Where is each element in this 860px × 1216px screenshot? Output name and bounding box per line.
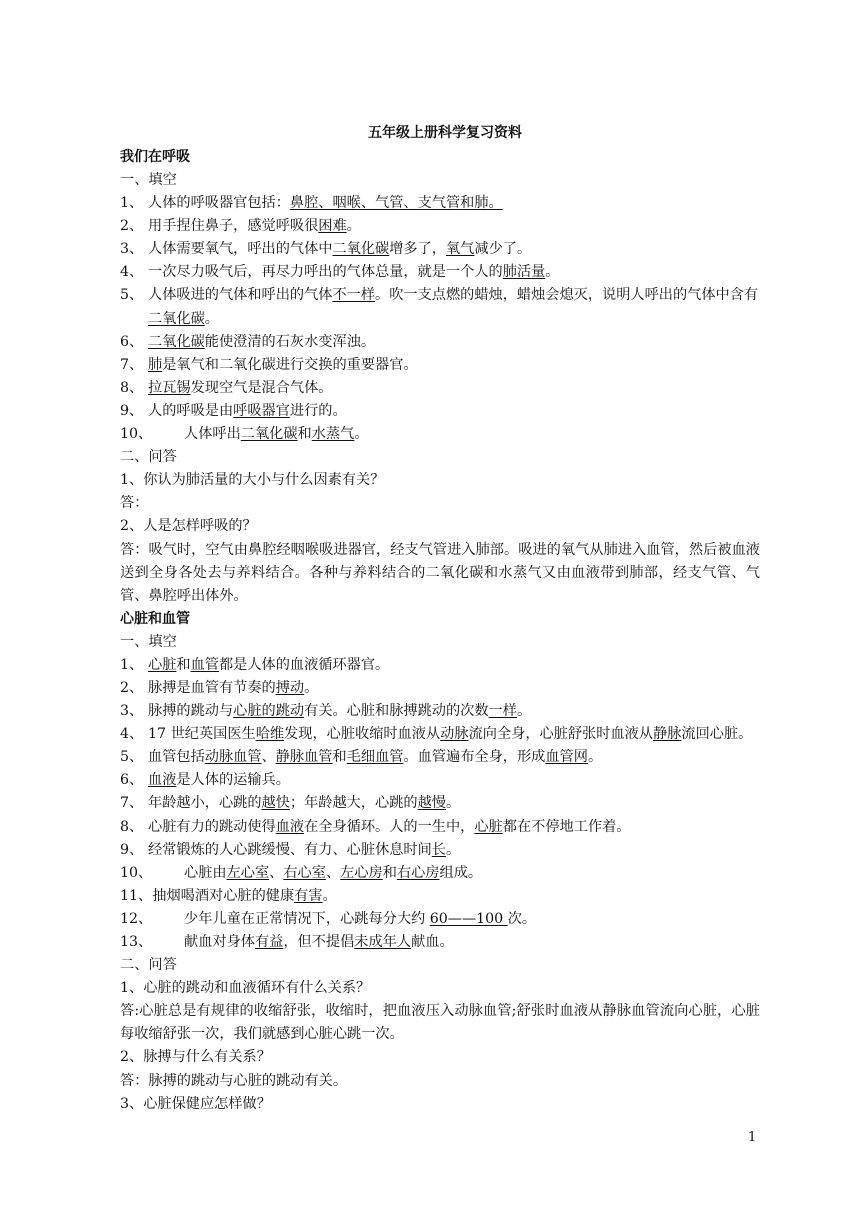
answer-blank: 哈维 [255, 726, 285, 743]
item-text-segment: 在全身循环。人的一生中， [304, 818, 475, 835]
item-text-segment: 17 世纪英国医生 [148, 726, 256, 743]
item-text-segment: 都在不停地工作着。 [502, 818, 631, 835]
item-text-segment: 流回心脏。 [681, 726, 753, 743]
fill-blank-item [120, 354, 760, 377]
answer-blank: 血液 [148, 772, 177, 789]
answer-blank: 困难 [318, 218, 347, 235]
answer-blank: 拉瓦锡 [148, 379, 191, 396]
item-text [184, 423, 760, 446]
item-text-segment: 。 [587, 749, 603, 766]
item-text-segment: 经常锻炼的人心跳缓慢、有力、心脏休息时间 [148, 841, 432, 858]
answer-blank: 一样 [488, 703, 517, 720]
fill-blank-heading: 一、填空 [120, 172, 177, 188]
item-text [148, 377, 760, 400]
item-text-segment: 人体需要氧气，呼出的气体中 [148, 241, 333, 258]
item-text-segment: 人体呼出 [184, 426, 241, 443]
question: 2、人是怎样呼吸的？ [120, 518, 257, 535]
item-text [148, 792, 760, 815]
item-text-segment: 脉搏是血管有节奏的 [148, 679, 276, 696]
item-text [148, 400, 760, 423]
item-text [148, 746, 760, 769]
item-number: 2、 [120, 218, 144, 235]
item-number: 7、 [120, 795, 144, 812]
item-text [148, 816, 760, 839]
section-heading-breathing: 我们在呼吸 [120, 149, 190, 165]
answer-blank: 右心室 [283, 864, 326, 881]
answer-blank: 血液 [275, 818, 305, 835]
item-text [184, 931, 760, 954]
answer-blank: 有益 [254, 934, 284, 950]
answer: 答：吸气时，空气由鼻腔经咽喉吸进器官，经支气管进入肺部。吸进的氧气从肺进入血管，然后被血液送到全身各处去与养料结合。各种与养料结合的二氧化碳和水蒸气又由血液带到肺部，经支气管、气管、鼻腔呼出体外。 [120, 541, 760, 604]
item-text [148, 354, 760, 377]
item-number: 12、 [120, 910, 153, 927]
item-text [148, 238, 760, 261]
item-number: 6、 [120, 333, 144, 350]
answer-blank: 肺 [148, 356, 163, 373]
item-text [148, 677, 760, 700]
answer-blank: 氧气 [445, 241, 475, 258]
fill-blank-item [120, 192, 760, 215]
answer-blank: 静脉 [653, 726, 682, 743]
fill-blank-list-breathing [120, 192, 760, 446]
item-number: 10、 [120, 426, 153, 443]
item-text-segment: 和 [332, 749, 347, 766]
answer: 答： [120, 495, 149, 512]
answer-blank: 血管 [190, 656, 219, 673]
fill-blank-item [120, 261, 760, 284]
item-text-segment: 、 [325, 864, 341, 881]
item-text-segment: 和 [176, 656, 191, 673]
item-text-segment: 用手捏住鼻子，感觉呼吸很 [148, 218, 319, 235]
fill-blank-item [120, 792, 760, 815]
fill-blank-item [120, 284, 760, 330]
answer: 答：脉搏的跳动与心脏的跳动有关。 [120, 1072, 348, 1089]
item-number: 10、 [120, 864, 153, 881]
item-text [148, 723, 760, 746]
item-text-segment: 。吹一支点燃的蜡烛，蜡烛会熄灭，说明人呼出的气体中含有 [375, 287, 759, 304]
section-heading-heart: 心脏和血管 [120, 610, 190, 627]
item-text-segment: 人的呼吸是由 [148, 402, 234, 419]
item-number: 5、 [120, 287, 144, 304]
answer-blank: 二氧化碳 [240, 426, 298, 443]
answer-blank: 动脉血管 [204, 749, 262, 766]
item-text-segment: 是氧气和二氧化碳进行交换的重要器官。 [162, 356, 418, 373]
item-text-segment: 。 [545, 264, 560, 281]
item-number: 13、 [120, 934, 153, 950]
fill-blank-item [120, 400, 760, 423]
item-text-segment: 。 [354, 426, 369, 443]
item-text-segment: 献血对身体 [184, 934, 255, 950]
item-text [148, 215, 760, 238]
answer: 答:心脏总是有规律的收缩舒张，收缩时，把血液压入动脉血管;舒张时血液从静脉血管流向心脏，心脏每收缩舒张一次，我们就感到心脏心跳一次。 [120, 1003, 760, 1043]
item-text-segment: 减少了。 [474, 241, 532, 258]
answer-blank: 心脏 [148, 656, 177, 673]
fill-blank-item [120, 700, 760, 723]
item-text-segment: 进行的。 [289, 402, 347, 419]
item-text-segment: 脉搏的跳动与 [148, 703, 234, 720]
item-text-segment: 发现，心脏收缩时血液从 [284, 726, 441, 743]
answer-blank: 60——100 [429, 910, 508, 927]
answer-blank: 长 [431, 841, 446, 858]
item-number: 8、 [120, 379, 144, 396]
item-text-segment: 、 [261, 749, 276, 766]
item-number: 3、 [120, 241, 144, 258]
answer-blank: 肺活量 [502, 264, 546, 281]
item-text [148, 654, 760, 677]
item-text-segment: 能使澄清的石灰水变浑浊。 [204, 333, 376, 350]
answer-blank: 血管网 [545, 749, 588, 766]
page-number: 1 [748, 1130, 757, 1145]
item-text-segment: 一次尽力吸气后，再尽力呼出的气体总量，就是一个人的 [148, 264, 503, 281]
item-text-segment: 。 [322, 887, 337, 904]
item-text [148, 284, 760, 330]
item-text-segment: 增多了， [389, 241, 446, 258]
item-number: 8、 [120, 818, 144, 835]
item-text-segment: ，但不提倡 [283, 934, 355, 950]
item-text-segment: 和 [297, 426, 312, 443]
item-text-segment: 组成。 [439, 864, 483, 881]
document-page [120, 121, 760, 1116]
fill-blank-list-heart [120, 654, 760, 954]
fill-blank-item [120, 839, 760, 862]
answer-blank: 呼吸器官 [233, 402, 290, 419]
item-text-segment: 。 [304, 679, 319, 696]
qa-heading: 二、问答 [120, 449, 177, 466]
answer-blank: 越慢 [417, 795, 446, 812]
fill-blank-item [120, 769, 760, 792]
item-text [148, 261, 760, 284]
item-text-segment: 都是人体的血液循环器官。 [218, 656, 390, 673]
item-text [148, 700, 760, 723]
item-text-segment: 是人体的运输兵。 [176, 772, 290, 789]
answer-blank: 水蒸气 [311, 426, 355, 443]
item-text-segment: 献血。 [411, 934, 454, 950]
item-text-segment: 流向全身，心脏舒张时血液从 [468, 726, 654, 743]
answer-blank: 心脏的跳动 [233, 703, 305, 720]
item-text-segment: 有关。心脏和脉搏跳动的次数 [304, 703, 489, 720]
item-text [148, 839, 760, 862]
question: 3、心脏保健应怎样做？ [120, 1095, 271, 1112]
item-text-segment: 。 [346, 218, 361, 235]
item-text-segment: 、 [269, 864, 284, 881]
fill-blank-item [120, 677, 760, 700]
answer-blank: 左心室 [226, 864, 270, 881]
fill-blank-item [120, 908, 760, 931]
answer-blank: 有害 [294, 887, 323, 904]
item-text-segment: 。 [445, 841, 461, 858]
fill-blank-item [120, 931, 760, 954]
item-text [148, 331, 760, 354]
fill-blank-item [120, 862, 760, 885]
item-text-segment: 心脏由 [184, 864, 227, 881]
fill-blank-item [120, 423, 760, 446]
answer-blank: 二氧化碳 [148, 333, 205, 350]
answer-blank: 二氧化碳 [148, 310, 205, 327]
fill-blank-item [120, 885, 760, 908]
item-number: 5、 [120, 749, 144, 766]
question: 2、脉搏与什么有关系？ [120, 1049, 271, 1066]
item-number: 2、 [120, 679, 144, 696]
item-text-segment: 抽烟喝酒对心脏的健康 [152, 887, 295, 904]
answer-blank: 左心房 [340, 864, 383, 881]
item-text-segment: 血管包括 [148, 749, 205, 766]
answer-blank: 不一样 [332, 287, 376, 304]
item-number: 1、 [120, 656, 144, 673]
answer-blank: 二氧化碳 [332, 241, 390, 258]
item-text-segment: 心脏有力的跳动使得 [148, 818, 276, 835]
item-number: 3、 [120, 703, 144, 720]
item-text [148, 769, 760, 792]
fill-blank-item [120, 215, 760, 238]
item-number: 11、 [120, 887, 153, 904]
item-number: 9、 [120, 841, 144, 858]
item-text-segment: ；年龄越大，心跳的 [289, 795, 418, 812]
answer-blank: 静脉血管 [275, 749, 333, 766]
item-text-segment: 年龄越小，心跳的 [148, 795, 262, 812]
item-number: 9、 [120, 402, 144, 419]
fill-blank-item [120, 654, 760, 677]
item-text-segment: 少年儿童在正常情况下，心跳每分大约 [184, 910, 430, 927]
fill-blank-item [120, 723, 760, 746]
item-text [184, 908, 760, 931]
document-title: 五年级上册科学复习资料 [368, 125, 522, 141]
qa-heading: 二、问答 [120, 957, 177, 974]
item-text [184, 862, 760, 885]
answer-blank: 右心房 [396, 864, 440, 881]
item-text-segment: 。 [446, 795, 461, 812]
fill-blank-item [120, 816, 760, 839]
item-number: 7、 [120, 356, 144, 373]
answer-blank: 动脉 [440, 726, 469, 743]
answer-blank: 越快 [261, 795, 290, 812]
answer-blank: 心脏 [474, 818, 503, 835]
fill-blank-heading: 一、填空 [120, 633, 177, 650]
fill-blank-item [120, 746, 760, 769]
question: 1、你认为肺活量的大小与什么因素有关？ [120, 472, 385, 489]
item-number: 1、 [120, 195, 144, 212]
item-text [152, 885, 760, 908]
answer-blank: 毛细血管 [346, 749, 404, 766]
item-text-segment: 人体吸进的气体和呼出的气体 [148, 287, 333, 304]
item-number: 4、 [120, 264, 144, 281]
answer-blank: 搏动 [275, 679, 305, 696]
item-text-segment: 人体的呼吸器官包括： [148, 195, 290, 212]
item-number: 6、 [120, 772, 144, 789]
item-text-segment: 。 [516, 703, 532, 720]
item-text-segment: 。 [204, 310, 219, 327]
item-text-segment: 发现空气是混合气体。 [190, 379, 333, 396]
question: 1、心脏的跳动和血液循环有什么关系？ [120, 980, 371, 997]
item-text-segment: 次。 [507, 910, 537, 927]
fill-blank-item [120, 331, 760, 354]
fill-blank-item [120, 238, 760, 261]
item-text-segment: 和 [382, 864, 397, 881]
item-number: 4、 [120, 726, 144, 743]
fill-blank-item [120, 377, 760, 400]
answer-blank: 未成年人 [354, 934, 412, 950]
answer-blank: 鼻腔、咽喉、气管、支气管和肺。 [289, 195, 503, 212]
item-text [148, 192, 760, 215]
item-text-segment: 。血管遍布全身，形成 [403, 749, 546, 766]
